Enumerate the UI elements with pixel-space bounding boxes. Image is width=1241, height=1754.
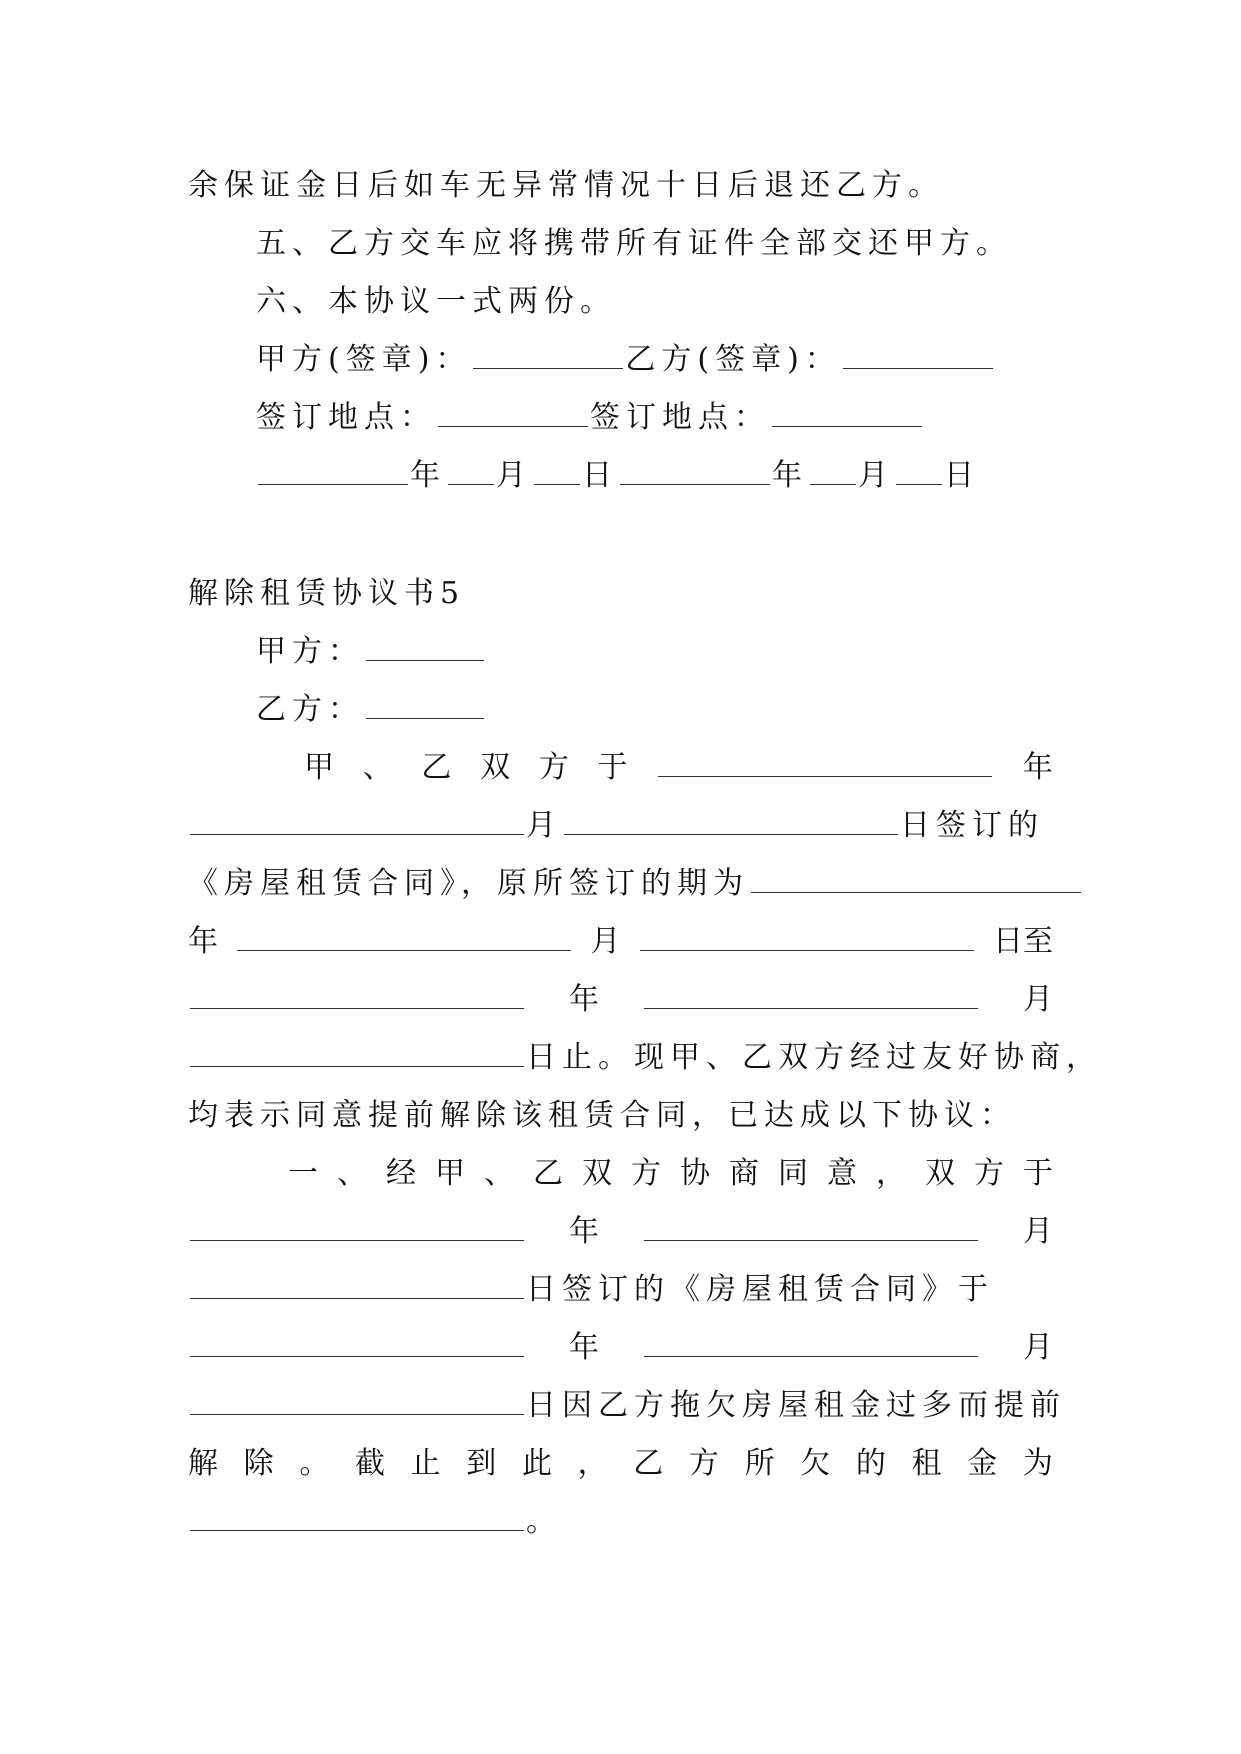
paragraph-deposit-return: 余保证金日后如车无异常情况十日后退还乙方。 <box>188 168 944 203</box>
signing-place-line <box>256 396 1053 440</box>
place-a-label: 签订地点： <box>256 400 436 435</box>
party-b-sign-label: 乙方(签章)： <box>625 342 841 377</box>
place-a-blank[interactable] <box>438 400 588 427</box>
text-char: 、 <box>362 750 393 785</box>
p1-line3 <box>188 862 1053 906</box>
date-a-year-blank[interactable] <box>258 458 408 485</box>
month-label: 月 <box>526 808 562 843</box>
party-a-sign-blank[interactable] <box>473 342 623 369</box>
year-label: 年 <box>188 924 218 959</box>
text-char: 金 <box>967 1446 998 1481</box>
text-char: 止 <box>410 1446 441 1481</box>
contract-year-blank[interactable] <box>658 750 992 777</box>
day-label: 日 <box>944 458 980 493</box>
text-char: 于 <box>1023 1156 1053 1191</box>
month-label: 月 <box>1023 1214 1053 1249</box>
party-a-sign-label: 甲方(签章)： <box>256 342 472 377</box>
date-b-month-blank[interactable] <box>810 458 856 485</box>
item1-line2 <box>188 1210 1053 1254</box>
text-char: 除 <box>243 1446 274 1481</box>
sign-year-blank[interactable] <box>190 1214 524 1241</box>
contract-day-blank[interactable] <box>564 808 898 835</box>
text-char: 一 <box>288 1156 318 1191</box>
day-signed-contract-text: 日签订的《房屋租赁合同》于 <box>526 1272 994 1307</box>
rent-owed-blank[interactable] <box>190 1504 524 1531</box>
period-end-year-blank[interactable] <box>190 982 524 1009</box>
text-char: 为 <box>1022 1446 1053 1481</box>
place-b-blank[interactable] <box>772 400 922 427</box>
p1-line7: 均表示同意提前解除该租赁合同，已达成以下协议： <box>188 1098 1016 1133</box>
party-b-line <box>256 688 1053 732</box>
year-label: 年 <box>772 458 808 493</box>
text-char: 方 <box>974 1156 1004 1191</box>
terminate-year-blank[interactable] <box>190 1330 524 1357</box>
period-end-day-blank[interactable] <box>190 1040 524 1067</box>
party-b-blank[interactable] <box>366 692 484 719</box>
text-char: 截 <box>354 1446 385 1481</box>
place-b-label: 签订地点： <box>590 400 770 435</box>
party-a-label: 甲方： <box>256 634 364 669</box>
period-start-year-blank[interactable] <box>751 866 1081 893</box>
signing-date-line <box>256 454 1053 498</box>
clause-five: 五、乙方交车应将携带所有证件全部交还甲方。 <box>256 226 1012 261</box>
text-char: 双 <box>582 1156 612 1191</box>
section-title: 解除租赁协议书5 <box>188 576 466 611</box>
text-char: 甲 <box>435 1156 465 1191</box>
contract-month-blank[interactable] <box>190 808 524 835</box>
party-a-blank[interactable] <box>366 634 484 661</box>
month-label: 月 <box>496 458 532 493</box>
p1-line4 <box>188 920 1053 964</box>
date-b-year-blank[interactable] <box>620 458 770 485</box>
text-char: 到 <box>466 1446 497 1481</box>
p1-line6 <box>188 1036 1102 1080</box>
item1-line3 <box>188 1268 1053 1312</box>
text-char: 。 <box>299 1446 330 1481</box>
sign-month-blank[interactable] <box>644 1214 978 1241</box>
day-end-text: 日止。现甲、乙双方经过友好协商， <box>526 1040 1102 1075</box>
p1-line2 <box>188 804 1053 848</box>
item1-line6 <box>188 1442 1053 1486</box>
date-a-day-blank[interactable] <box>534 458 580 485</box>
date-b-day-blank[interactable] <box>896 458 942 485</box>
month-label: 月 <box>858 458 894 493</box>
p1-line1 <box>304 746 1053 790</box>
year-label: 年 <box>569 982 599 1017</box>
party-a-line <box>256 630 1053 674</box>
text-char: 方 <box>538 750 569 785</box>
p1-line5 <box>188 978 1053 1022</box>
text-char: 欠 <box>800 1446 831 1481</box>
period-mark: 。 <box>526 1504 562 1539</box>
period-start-day-blank[interactable] <box>640 924 974 951</box>
text-char: 乙 <box>633 1446 664 1481</box>
period-end-month-blank[interactable] <box>644 982 978 1009</box>
party-b-label: 乙方： <box>256 692 364 727</box>
item1-line4 <box>188 1326 1053 1370</box>
item1-line5 <box>188 1384 1066 1428</box>
month-label: 月 <box>1023 1330 1053 1365</box>
terminate-day-blank[interactable] <box>190 1388 524 1415</box>
day-to-label: 日至 <box>993 924 1053 959</box>
text-char: 同 <box>778 1156 808 1191</box>
text-char: 租 <box>911 1446 942 1481</box>
year-label: 年 <box>1022 750 1053 785</box>
period-start-month-blank[interactable] <box>237 924 571 951</box>
text-char: 乙 <box>421 750 452 785</box>
text-char: 所 <box>744 1446 775 1481</box>
text-char: 协 <box>680 1156 710 1191</box>
item1-line1 <box>288 1152 1053 1196</box>
text-char: 的 <box>855 1446 886 1481</box>
text-char: ， <box>876 1156 906 1191</box>
item1-line7 <box>188 1500 1053 1544</box>
year-label: 年 <box>569 1214 599 1249</box>
text-char: 意 <box>827 1156 857 1191</box>
text-char: 此 <box>521 1446 552 1481</box>
text-char: 甲 <box>304 750 334 785</box>
day-reason-text: 日因乙方拖欠房屋租金过多而提前 <box>526 1388 1066 1423</box>
signature-line <box>256 338 1053 382</box>
contract-period-text: 《房屋租赁合同》，原所签订的期为 <box>188 866 749 901</box>
text-char: 经 <box>386 1156 416 1191</box>
text-char: 方 <box>631 1156 661 1191</box>
text-char: ， <box>577 1446 608 1481</box>
text-char: 、 <box>337 1156 367 1191</box>
year-label: 年 <box>410 458 446 493</box>
text-char: 解 <box>188 1446 218 1481</box>
month-label: 月 <box>1023 982 1053 1017</box>
sign-day-blank[interactable] <box>190 1272 524 1299</box>
text-char: 双 <box>925 1156 955 1191</box>
day-signed-label: 日签订的 <box>900 808 1044 843</box>
text-char: 乙 <box>533 1156 563 1191</box>
text-char: 双 <box>480 750 511 785</box>
terminate-month-blank[interactable] <box>644 1330 978 1357</box>
text-char: 、 <box>484 1156 514 1191</box>
clause-six: 六、本协议一式两份。 <box>256 284 616 319</box>
text-char: 于 <box>597 750 628 785</box>
party-b-sign-blank[interactable] <box>843 342 993 369</box>
text-char: 方 <box>688 1446 719 1481</box>
year-label: 年 <box>569 1330 599 1365</box>
text-char: 商 <box>729 1156 759 1191</box>
date-a-month-blank[interactable] <box>448 458 494 485</box>
day-label: 日 <box>582 458 618 493</box>
month-label: 月 <box>590 924 621 959</box>
